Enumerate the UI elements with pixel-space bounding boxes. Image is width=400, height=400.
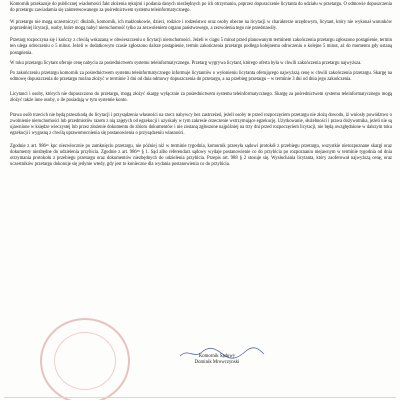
- paragraph-3: Przetarg rozpoczyna się i kończy z chwilą wskazaną w obwieszczeniu o licytacji nieruchomości. Jeżeli w ciągu 5 minut przed planowanym terminem zakończenia przetargu zgłoszono postąpienie, termin ten ulega odroczeniu o 5 minut. Jeżeli w dodatkowym czasie zgłoszono dalsze postąpienie, termin zakończenia przetargu podlega kolejnemu odroczeniu o kolejne 5 minut, aż do momentu gdy ustaną postąpienia.: [10, 38, 392, 56]
- paragraph-1: Komornik przekazuje do publicznej wiadomości fakt złożenia rękojmi i podania danych niezbędnych po ich otrzymaniu, poprzez dopuszczenie licytanta do udziału w przetargu. O odmowie dopuszczenia do przetargu zawiadamia się zainteresowanego za pośrednictwem systemu teleinformatycznego.: [10, 2, 392, 14]
- page-bottom-edge: [4, 397, 396, 398]
- official-seal-stamp: [40, 318, 130, 400]
- paragraph-4: W toku przetargu licytant oferuje cenę nabycia za pośrednictwem systemu teleinformatycznego. Przetarg wygrywa licytant, którego oferta była w chwili zakończenia przetargu najwyższa.: [10, 60, 362, 66]
- paragraph-5: Po zakończeniu przetargu komornik za pośrednictwem systemu teleinformatycznego informuje licytantów o wyłonieniu licytanta oferującego najwyższą cenę w chwili zakończenia przetargu. Skargę na odmowę dopuszczenia do przetargu można złożyć w terminie 3 dni od dnia odmowy dopuszczenia do przetargu, a na przebieg przetargu – w terminie 3 dni od dnia jego zakończenia.: [10, 70, 392, 82]
- document-body: [10, 2, 392, 168]
- signature-block: [172, 354, 262, 366]
- paragraph-7: Prawa osób trzecich nie będą przeszkodą do licytacji i przysądzenia własności na rzecz nabywcy bez zastrzeżeń, jeżeli osoby te przed rozpoczęciem przetargu nie złożą dowodu, iż wniosły powództwo o zwolnienie nieruchomości lub przedmiotów razem z nią zajętych od egzekucji i uzyskały w tym zakresie orzeczenie wstrzymujące egzekucję. Użytkowanie, służebności i prawa dożywotnika, jeżeli nie są ujawnione w księdze wieczystej lub przez złożenie dokumentu do zbioru dokumentów i nie zostaną zgłoszone najpóźniej na trzy dni przed rozpoczęciem licytacji, nie będą uwzględnione w dalszym toku egzekucji i wygasną z chwilą uprawomocnienia się postanowienia o przysądzeniu własności.: [10, 113, 392, 137]
- paragraph-6: Licytanci i osoby, których nie dopuszczono do przetargu, mogą złożyć skargę wyłącznie za pośrednictwem systemu teleinformatycznego. Skargę za pośrednictwem systemu teleinformatycznego mogą złożyć także inne osoby, o ile posiadają w tym systemie konto.: [10, 91, 392, 104]
- signature-name: Dominik Mrowczynski: [194, 360, 240, 366]
- paragraph-2: W przetargu nie mogą uczestniczyć: dłużnik, komornik, ich małżonkowie, dzieci, rodzice i rodzeństwo oraz osoby obecne na licytacji w charakterze urzędowym, licytant, który nie wykonał warunków poprzedniej licytacji, osoby, które mogą nabyć nieruchomość tylko za zezwoleniem organu państwowego, a zezwolenia tego nie przedstawiły.: [10, 20, 392, 32]
- signature-title: Komornik Sądowy: [198, 354, 236, 359]
- paragraph-8: Zgodnie z art. 986¹⁶ kpc niezwłocznie po zamknięciu przetargu, nie później niż w terminie tygodnia, komornik przesyła sądowi protokół z przebiegu przetargu, wszystkie nierozpoznane skargi oraz dokumenty niezbędne do udzielenia przybicia. Zgodnie z art. 986¹⁹ § 1. Sąd albo referendarz sądowy wydaje postanowienie co do przybicia po rozpoznaniu niejawnym w terminie tygodnia od dnia otrzymania protokołu z przebiegu przetargu oraz dokumentów niezbędnych do udzielenia przybicia. Przepis art. 988 § 2 stosuje się. Wysłuchania licytanta, który zaoferował najwyższą cenę, oraz uczestników przetargu dokonuje się jedynie wtedy, gdy jest to konieczne dla wydania postanowienia co do przybicia.: [10, 143, 392, 167]
